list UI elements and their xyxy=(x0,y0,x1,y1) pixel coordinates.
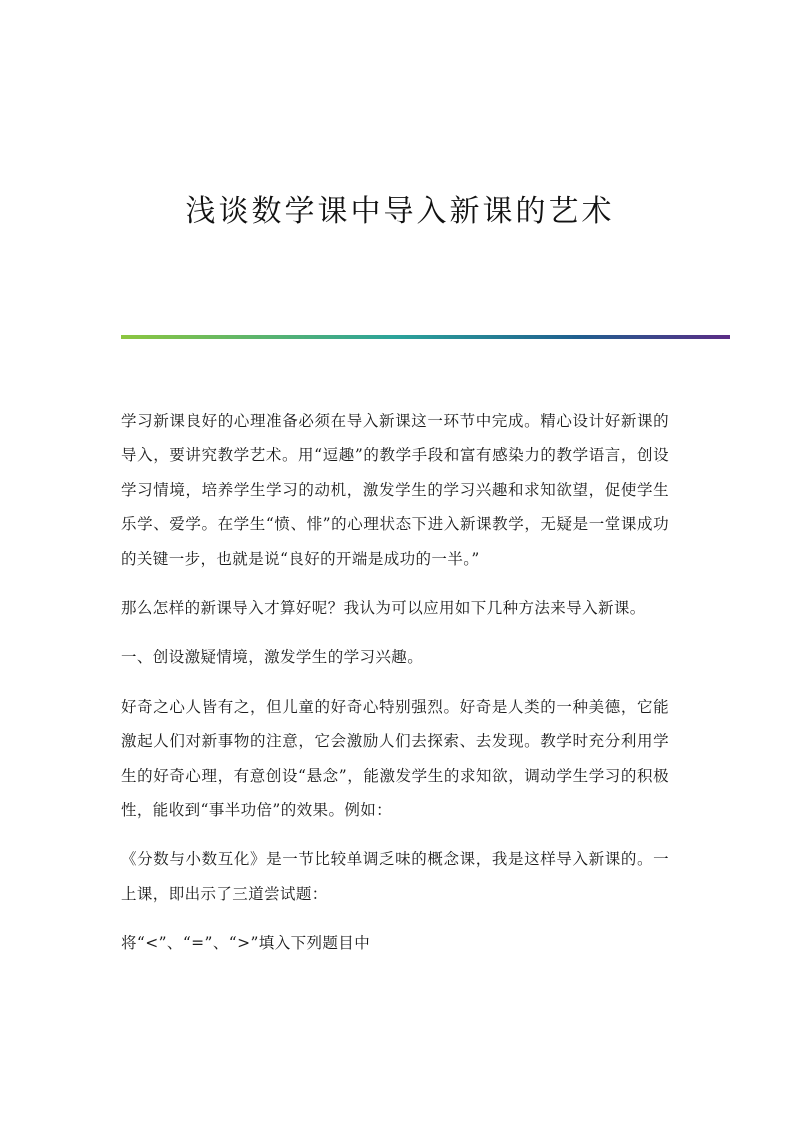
document-title: 浅谈数学课中导入新课的艺术 xyxy=(185,194,615,229)
section-heading-1: 一、创设激疑情境，激发学生的学习兴趣。 xyxy=(121,648,424,667)
paragraph-question: 那么怎样的新课导入才算好呢？我认为可以应用如下几种方法来导入新课。 xyxy=(121,599,646,618)
paragraph-curiosity: 好奇之心人皆有之，但儿童的好奇心特别强烈。好奇是人类的一种美德，它能激起人们对新事物的注意，它会激励人们去探索、去发现。教学时充分利用学生的好奇心理，有意创设“悬念”，能激发学生的求知欲，调动学生学习的积极性，能收到“事半功倍”的效果。例如： xyxy=(121,697,669,820)
paragraph-exercise: 将“<”、“=”、“>”填入下列题目中 xyxy=(121,934,371,953)
paragraph-example: 《分数与小数互化》是一节比较单调乏味的概念课，我是这样导入新课的。一上课，即出示了三道尝试题： xyxy=(121,850,669,903)
document-body xyxy=(121,404,669,976)
title-divider xyxy=(121,335,730,339)
paragraph-intro: 学习新课良好的心理准备必须在导入新课这一环节中完成。精心设计好新课的导入，要讲究教学艺术。用“逗趣”的教学手段和富有感染力的教学语言，创设学习情境，培养学生学习的动机，激发学生的学习兴趣和求知欲望，促使学生乐学、爱学。在学生“愤、悱”的心理状态下进入新课教学，无疑是一堂课成功的关键一步，也就是说“良好的开端是成功的一半。” xyxy=(121,412,669,568)
